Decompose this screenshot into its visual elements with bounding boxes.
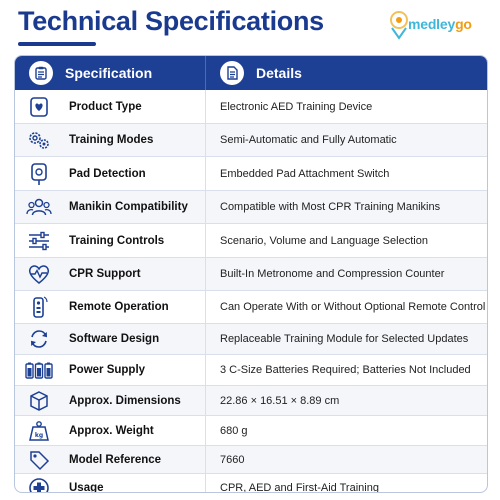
spec-label: Product Type xyxy=(69,100,142,113)
details-value: Compatible with Most CPR Training Manikins xyxy=(220,201,441,213)
first-aid-icon xyxy=(28,477,50,494)
spec-label: Usage xyxy=(69,481,104,493)
spec-label: Model Reference xyxy=(69,453,162,466)
table-row xyxy=(15,445,487,473)
details-value: 7660 xyxy=(220,453,245,466)
logo-text xyxy=(408,16,472,32)
table-row xyxy=(15,473,487,493)
title-underline xyxy=(18,42,96,46)
heart-device-icon xyxy=(28,96,50,118)
brand-logo xyxy=(388,8,496,42)
spec-label: Training Modes xyxy=(69,134,154,146)
spec-label: Software Design xyxy=(69,333,160,345)
table-row xyxy=(15,385,487,415)
table-row xyxy=(15,223,487,257)
logo-text-part1: medley xyxy=(408,16,456,32)
refresh-icon xyxy=(28,328,50,350)
details-value: Can Operate With or Without Optional Remote Control xyxy=(220,301,486,313)
details-value: Built-In Metronome and Compression Counter xyxy=(220,268,445,280)
tag-icon xyxy=(28,449,50,471)
sliders-icon xyxy=(27,231,51,251)
spec-label: Pad Detection xyxy=(69,167,146,180)
remote-icon xyxy=(28,295,50,319)
spec-label: Training Controls xyxy=(69,234,165,247)
table-body xyxy=(15,90,487,493)
spec-table xyxy=(14,55,488,493)
page-title: Technical Specifications xyxy=(18,6,324,36)
pad-icon xyxy=(28,162,50,186)
table-row xyxy=(15,290,487,323)
table-row xyxy=(15,156,487,190)
table-row xyxy=(15,257,487,290)
people-icon xyxy=(26,196,52,218)
spec-label: Power Supply xyxy=(69,364,146,376)
weight-icon xyxy=(28,420,50,442)
details-value: Embedded Pad Attachment Switch xyxy=(220,167,390,180)
spec-label: Manikin Compatibility xyxy=(69,201,188,213)
table-row xyxy=(15,90,487,123)
clipboard-icon xyxy=(29,61,53,85)
details-value: CPR, AED and First-Aid Training xyxy=(220,481,379,493)
header-details-label: Details xyxy=(256,65,302,81)
details-value: Semi-Automatic and Fully Automatic xyxy=(220,134,397,146)
table-row xyxy=(15,354,487,385)
header-specification xyxy=(15,56,205,90)
spec-label: Approx. Weight xyxy=(69,424,154,437)
table-row xyxy=(15,415,487,445)
details-value: Scenario, Volume and Language Selection xyxy=(220,234,428,247)
details-value: 680 g xyxy=(220,424,248,437)
logo-mark-icon xyxy=(388,10,410,40)
logo-text-part2: go xyxy=(455,16,472,32)
document-icon xyxy=(220,61,244,85)
table-header xyxy=(15,56,487,90)
header-spec-label: Specification xyxy=(65,65,153,81)
details-value: 22.86 × 16.51 × 8.89 cm xyxy=(220,394,340,407)
gears-icon xyxy=(27,129,51,151)
box-icon xyxy=(28,390,50,412)
details-value: Electronic AED Training Device xyxy=(220,100,373,113)
details-value: 3 C-Size Batteries Required; Batteries Not Included xyxy=(220,364,471,376)
table-row xyxy=(15,190,487,223)
heartbeat-icon xyxy=(27,263,51,285)
details-value: Replaceable Training Module for Selected Updates xyxy=(220,333,469,345)
table-row xyxy=(15,123,487,156)
table-row xyxy=(15,323,487,354)
spec-label: Remote Operation xyxy=(69,301,169,313)
header-details xyxy=(205,56,488,90)
svg-text:kg: kg xyxy=(34,431,44,439)
spec-label: Approx. Dimensions xyxy=(69,394,181,407)
battery-icon xyxy=(25,360,53,380)
spec-label: CPR Support xyxy=(69,268,141,280)
